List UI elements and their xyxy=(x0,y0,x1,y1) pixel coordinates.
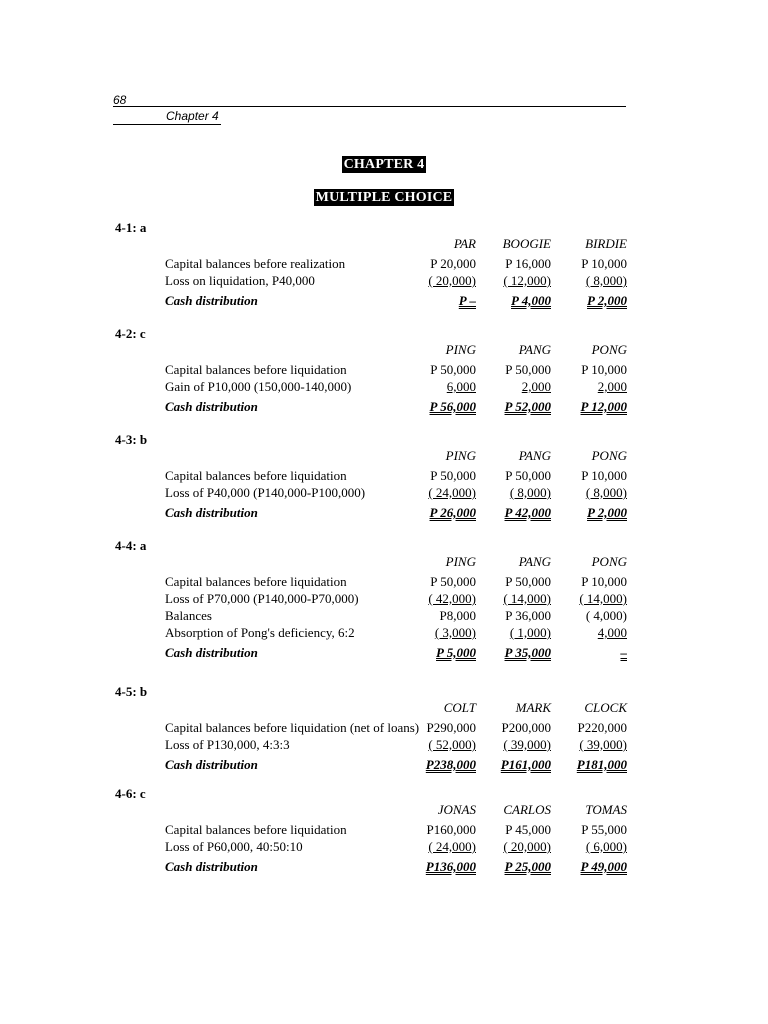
column-header: CARLOS xyxy=(503,802,551,817)
amount-cell: ( 4,000) xyxy=(585,608,627,623)
amount-cell: 2,000 xyxy=(597,379,627,394)
row-label: Cash distribution xyxy=(165,859,258,874)
amount-cell: ( 6,000) xyxy=(585,839,627,854)
question-label: 4-1: a xyxy=(115,220,147,235)
row-label: Capital balances before liquidation (net of loans) xyxy=(165,720,420,735)
total-row xyxy=(0,645,768,661)
amount-cell: P – xyxy=(458,293,476,308)
amount-cell: P 10,000 xyxy=(581,256,627,271)
amount-cell: ( 8,000) xyxy=(585,273,627,288)
row-label: Cash distribution xyxy=(165,645,258,660)
amount-cell: 4,000 xyxy=(597,625,627,640)
question-label: 4-4: a xyxy=(115,538,147,553)
column-header: MARK xyxy=(515,700,551,715)
line-item-row xyxy=(0,379,768,395)
amount-cell: ( 8,000) xyxy=(585,485,627,500)
line-item-row xyxy=(0,468,768,484)
question-label: 4-3: b xyxy=(115,432,148,447)
amount-cell: P 2,000 xyxy=(587,293,627,308)
amount-cell: P161,000 xyxy=(500,757,551,772)
amount-cell: ( 1,000) xyxy=(509,625,551,640)
amount-cell: P 45,000 xyxy=(505,822,551,837)
row-label: Capital balances before liquidation xyxy=(165,822,347,837)
amount-cell: ( 20,000) xyxy=(428,273,476,288)
amount-cell: P 4,000 xyxy=(511,293,551,308)
column-header: PONG xyxy=(591,554,627,569)
amount-cell: P 55,000 xyxy=(581,822,627,837)
chapter-title-text: CHAPTER 4 xyxy=(343,157,425,172)
amount-cell: P 10,000 xyxy=(581,574,627,589)
row-label: Capital balances before liquidation xyxy=(165,468,347,483)
amount-cell: P 36,000 xyxy=(505,608,551,623)
amount-cell: P 26,000 xyxy=(429,505,476,520)
question-label: 4-5: b xyxy=(115,684,148,699)
total-row xyxy=(0,757,768,773)
row-label: Loss of P130,000, 4:3:3 xyxy=(165,737,290,752)
line-item-row xyxy=(0,485,768,501)
question-label: 4-6: c xyxy=(115,786,146,801)
column-header: PING xyxy=(445,554,476,569)
row-label: Cash distribution xyxy=(165,757,258,772)
amount-cell: P200,000 xyxy=(501,720,551,735)
amount-cell: P 16,000 xyxy=(505,256,551,271)
amount-cell: P 5,000 xyxy=(436,645,476,660)
column-header: PONG xyxy=(591,448,627,463)
amount-cell: P 50,000 xyxy=(505,574,551,589)
column-header: PAR xyxy=(453,236,476,251)
line-item-row xyxy=(0,273,768,289)
amount-cell: P181,000 xyxy=(576,757,627,772)
line-item-row xyxy=(0,608,768,624)
line-item-row xyxy=(0,256,768,272)
column-header: PANG xyxy=(518,448,551,463)
column-header: TOMAS xyxy=(585,802,627,817)
amount-cell: P290,000 xyxy=(426,720,476,735)
amount-cell: P 50,000 xyxy=(430,574,476,589)
total-row xyxy=(0,399,768,415)
amount-cell: P 50,000 xyxy=(505,362,551,377)
amount-cell: – xyxy=(620,645,627,660)
row-label: Loss of P40,000 (P140,000-P100,000) xyxy=(165,485,366,500)
column-header: BOOGIE xyxy=(502,236,551,251)
amount-cell: P 52,000 xyxy=(504,399,551,414)
line-item-row xyxy=(0,720,768,736)
running-header: Chapter 4 xyxy=(113,109,221,125)
amount-cell: P 20,000 xyxy=(430,256,476,271)
row-label: Cash distribution xyxy=(165,505,258,520)
column-header: JONAS xyxy=(437,802,476,817)
row-label: Absorption of Pong's deficiency, 6:2 xyxy=(165,625,355,640)
total-row xyxy=(0,293,768,309)
amount-cell: ( 39,000) xyxy=(503,737,551,752)
amount-cell: P 2,000 xyxy=(587,505,627,520)
line-item-row xyxy=(0,822,768,838)
amount-cell: P 49,000 xyxy=(580,859,627,874)
line-item-row xyxy=(0,362,768,378)
column-header: COLT xyxy=(443,700,476,715)
amount-cell: ( 14,000) xyxy=(503,591,551,606)
amount-cell: ( 12,000) xyxy=(503,273,551,288)
row-label: Gain of P10,000 (150,000-140,000) xyxy=(165,379,352,394)
amount-cell: ( 24,000) xyxy=(428,485,476,500)
amount-cell: ( 14,000) xyxy=(579,591,627,606)
amount-cell: P 10,000 xyxy=(581,468,627,483)
amount-cell: ( 3,000) xyxy=(434,625,476,640)
amount-cell: P238,000 xyxy=(425,757,476,772)
line-item-row xyxy=(0,574,768,590)
section-title-text: MULTIPLE CHOICE xyxy=(315,190,453,205)
amount-cell: P 12,000 xyxy=(580,399,627,414)
amount-cell: P 42,000 xyxy=(504,505,551,520)
row-label: Loss on liquidation, P40,000 xyxy=(165,273,315,288)
amount-cell: ( 20,000) xyxy=(503,839,551,854)
amount-cell: P160,000 xyxy=(426,822,476,837)
amount-cell: P 50,000 xyxy=(505,468,551,483)
page-number: 68 xyxy=(113,93,127,107)
amount-cell: P136,000 xyxy=(425,859,476,874)
amount-cell: ( 8,000) xyxy=(509,485,551,500)
total-row xyxy=(0,505,768,521)
total-row xyxy=(0,859,768,875)
row-label: Cash distribution xyxy=(165,399,258,414)
amount-cell: P8,000 xyxy=(439,608,476,623)
column-header: BIRDIE xyxy=(585,236,627,251)
amount-cell: 6,000 xyxy=(446,379,476,394)
row-label: Balances xyxy=(165,608,212,623)
amount-cell: P220,000 xyxy=(577,720,627,735)
line-item-row xyxy=(0,591,768,607)
amount-cell: ( 39,000) xyxy=(579,737,627,752)
amount-cell: ( 24,000) xyxy=(428,839,476,854)
row-label: Capital balances before liquidation xyxy=(165,362,347,377)
row-label: Loss of P60,000, 40:50:10 xyxy=(165,839,303,854)
row-label: Loss of P70,000 (P140,000-P70,000) xyxy=(165,591,359,606)
amount-cell: P 25,000 xyxy=(504,859,551,874)
column-header: CLOCK xyxy=(584,700,627,715)
amount-cell: ( 42,000) xyxy=(428,591,476,606)
row-label: Capital balances before liquidation xyxy=(165,574,347,589)
column-header: PONG xyxy=(591,342,627,357)
question-label: 4-2: c xyxy=(115,326,146,341)
amount-cell: P 50,000 xyxy=(430,468,476,483)
amount-cell: ( 52,000) xyxy=(428,737,476,752)
column-header: PANG xyxy=(518,554,551,569)
amount-cell: P 10,000 xyxy=(581,362,627,377)
line-item-row xyxy=(0,625,768,641)
amount-cell: P 35,000 xyxy=(504,645,551,660)
column-header: PANG xyxy=(518,342,551,357)
amount-cell: 2,000 xyxy=(521,379,551,394)
line-item-row xyxy=(0,737,768,753)
line-item-row xyxy=(0,839,768,855)
amount-cell: P 56,000 xyxy=(429,399,476,414)
column-header: PING xyxy=(445,342,476,357)
column-header: PING xyxy=(445,448,476,463)
amount-cell: P 50,000 xyxy=(430,362,476,377)
row-label: Capital balances before realization xyxy=(165,256,346,271)
row-label: Cash distribution xyxy=(165,293,258,308)
